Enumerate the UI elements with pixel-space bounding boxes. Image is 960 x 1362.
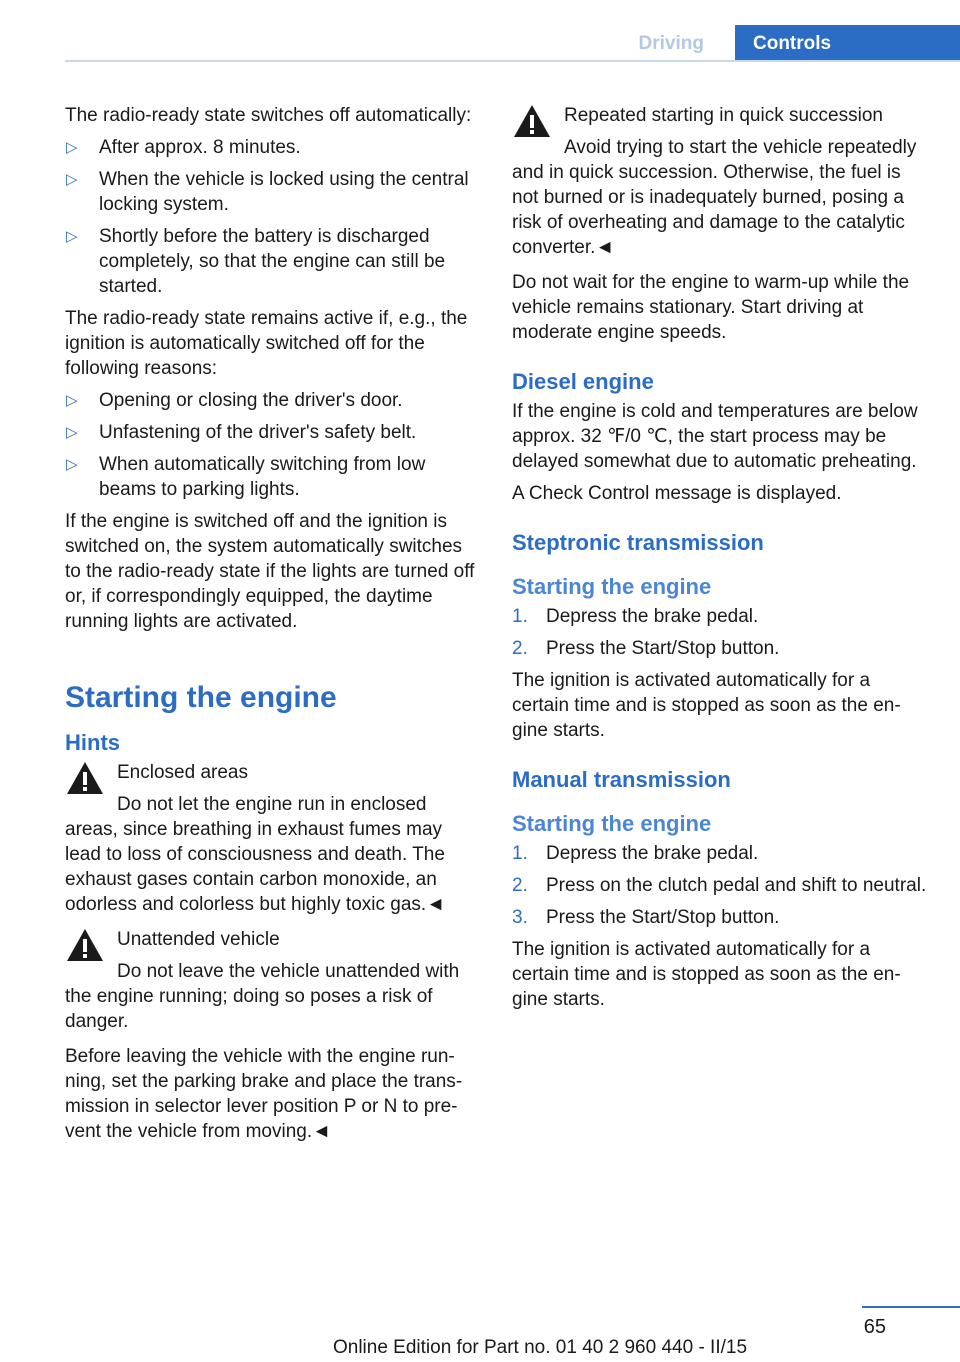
list-bullet-icon: ▷ xyxy=(66,456,78,473)
list-item: ▷ When automatically switching from low beams to parking lights. xyxy=(66,454,426,500)
radio-ready-active-text: The radio-ready state remains active if, e.g., the ignition is automatically switched off for the following reasons: xyxy=(65,308,468,379)
list-item: 1. Depress the brake pedal. xyxy=(512,606,759,627)
warning-unattended-vehicle xyxy=(65,927,483,1034)
warning-body: Avoid trying to start the vehicle repeatedly and in quick succession. Otherwise, the fuel is not burned or is inadequately burned, posing a risk of overheating and damage to the catalytic converter.◄ xyxy=(512,137,917,258)
footer-rule xyxy=(862,1306,960,1308)
warning-enclosed-areas xyxy=(65,760,483,917)
warning-triangle-icon xyxy=(65,927,105,963)
list-item: ▷ When the vehicle is locked using the central locking system. xyxy=(66,169,469,215)
edition-footer: Online Edition for Part no. 01 40 2 960 440 - II/15 xyxy=(332,1337,748,1358)
check-control-text: A Check Control message is displayed. xyxy=(512,483,842,504)
list-bullet-icon: ▷ xyxy=(66,171,78,188)
header-rule xyxy=(65,60,960,62)
list-item: ▷ Shortly before the battery is discharged completely, so that the engine can still be started. xyxy=(66,226,446,297)
subsection-title-hints: Hints xyxy=(65,730,120,755)
manual-steps xyxy=(512,841,930,930)
subsection-title-diesel: Diesel engine xyxy=(512,369,654,394)
warning-title: Repeated starting in quick succession xyxy=(564,105,883,126)
warning-title: Unattended vehicle xyxy=(117,929,280,950)
list-bullet-icon: ▷ xyxy=(66,392,78,409)
before-leaving-text: Before leaving the vehicle with the engine running, set the parking brake and place the transmission in selector lever position P or N to prevent the vehicle from moving.◄ xyxy=(65,1046,463,1142)
list-bullet-icon: ▷ xyxy=(66,228,78,245)
warm-up-text: Do not wait for the engine to warm-up while the vehicle remains stationary. Start driving at moderate engine speeds. xyxy=(512,272,910,343)
list-item: ▷ Unfastening of the driver's safety belt. xyxy=(66,422,417,443)
list-bullet-icon: ▷ xyxy=(66,139,78,156)
step-number: 3. xyxy=(512,907,528,928)
right-column xyxy=(512,103,930,1019)
list-item: ▷ Opening or closing the driver's door. xyxy=(66,390,403,411)
radio-ready-active-list xyxy=(65,388,483,502)
list-bullet-icon: ▷ xyxy=(66,424,78,441)
step-number: 2. xyxy=(512,638,528,659)
warning-repeated-starting xyxy=(512,103,930,260)
step-number: 2. xyxy=(512,875,528,896)
list-item: 3. Press the Start/Stop button. xyxy=(512,907,780,928)
diesel-text: If the engine is cold and temperatures are below approx. 32 ℉/0 ℃, the start process may be delayed somewhat due to automatic preheating. xyxy=(512,401,918,472)
subheading-starting-engine: Starting the engine xyxy=(512,811,712,836)
step-number: 1. xyxy=(512,843,528,864)
page-number: 65 xyxy=(863,1316,886,1338)
list-item: ▷ After approx. 8 minutes. xyxy=(66,137,301,158)
list-item: 2. Press the Start/Stop button. xyxy=(512,638,780,659)
subsection-title-manual: Manual transmission xyxy=(512,767,731,792)
steptronic-steps xyxy=(512,604,930,661)
subheading-starting-engine: Starting the engine xyxy=(512,574,712,599)
section-tab-driving[interactable]: Driving xyxy=(638,33,704,54)
ignition-text: The ignition is activated automatically for a certain time and is stopped as soon as the engine starts. xyxy=(512,670,901,741)
ignition-text: The ignition is activated automatically for a certain time and is stopped as soon as the engine starts. xyxy=(512,939,901,1010)
step-number: 1. xyxy=(512,606,528,627)
chapter-tab-controls[interactable]: Controls xyxy=(735,25,960,62)
warning-body: Do not let the engine run in enclosed areas, since breathing in exhaust fumes may lead to loss of consciousness and death. The exhaust gases contain carbon monoxide, an odorless and colorless but highly toxic gas.◄ xyxy=(65,794,445,915)
list-item: 1. Depress the brake pedal. xyxy=(512,843,759,864)
radio-ready-switch-text: If the engine is switched off and the ignition is switched on, the system automatically switches to the radio-ready state if the lights are turned off or, if correspondingly equipped, the daytime running lights are activated. xyxy=(65,511,475,632)
radio-ready-intro: The radio-ready state switches off automatically: xyxy=(65,105,472,126)
warning-triangle-icon xyxy=(65,760,105,796)
warning-triangle-icon xyxy=(512,103,552,139)
section-title-starting-engine: Starting the engine xyxy=(65,681,337,714)
warning-body: Do not leave the vehicle unattended with the engine running; doing so poses a risk of danger. xyxy=(65,961,460,1032)
subsection-title-steptronic: Steptronic transmission xyxy=(512,530,764,555)
left-column xyxy=(65,103,483,1151)
radio-ready-off-list xyxy=(65,135,483,299)
list-item: 2. Press on the clutch pedal and shift to neutral. xyxy=(512,875,927,896)
warning-title: Enclosed areas xyxy=(117,762,248,783)
